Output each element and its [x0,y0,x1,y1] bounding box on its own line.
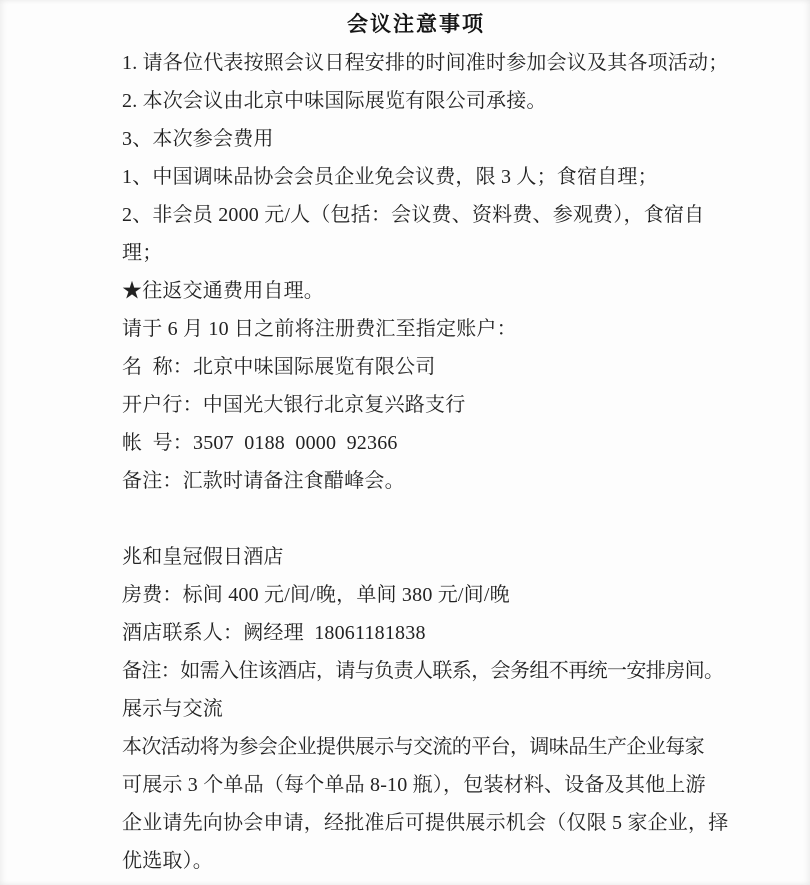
payment-account-number: 帐 号：3507 0188 0000 92366 [122,432,398,454]
exhibition-line-2: 可展示 3 个单品（每个单品 8-10 瓶），包装材料、设备及其他上游 [122,774,706,796]
payment-bank: 开户行：中国光大银行北京复兴路支行 [122,394,466,416]
notice-nonmember-fee-continued: 理； [122,242,163,264]
hotel-remark: 备注：如需入住该酒店，请与负责人联系，会务组不再统一安排房间。 [122,660,724,682]
notice-attendance: 1. 请各位代表按照会议日程安排的时间准时参加会议及其各项活动； [122,52,729,74]
exhibition-line-3: 企业请先向协会申请，经批准后可提供展示机会（仅限 5 家企业，择 [122,812,729,834]
payment-remark: 备注：汇款时请备注食醋峰会。 [122,470,405,492]
payment-intro: 请于 6 月 10 日之前将注册费汇至指定账户： [122,318,517,340]
payment-account-name: 名 称：北京中味国际展览有限公司 [122,356,436,378]
document-title: 会议注意事项 [347,13,485,36]
hotel-room-rate: 房费：标间 400 元/间/晚，单间 380 元/间/晚 [122,584,510,606]
notice-member-fee: 1、中国调味品协会会员企业免会议费，限 3 人；食宿自理； [122,166,658,188]
notice-transport: ★往返交通费用自理。 [122,280,324,302]
hotel-contact: 酒店联系人：阙经理 18061181838 [122,622,426,644]
notice-fee-heading: 3、本次参会费用 [122,128,274,150]
exhibition-line-1: 本次活动将为参会企业提供展示与交流的平台，调味品生产企业每家 [122,736,704,758]
notice-organizer: 2. 本次会议由北京中味国际展览有限公司承接。 [122,90,547,112]
hotel-name: 兆和皇冠假日酒店 [122,546,284,568]
exhibition-line-4: 优选取）。 [122,850,213,872]
exhibition-heading: 展示与交流 [122,698,223,720]
notice-nonmember-fee: 2、非会员 2000 元/人（包括：会议费、资料费、参观费），食宿自 [122,204,705,226]
blank-line [122,500,724,538]
